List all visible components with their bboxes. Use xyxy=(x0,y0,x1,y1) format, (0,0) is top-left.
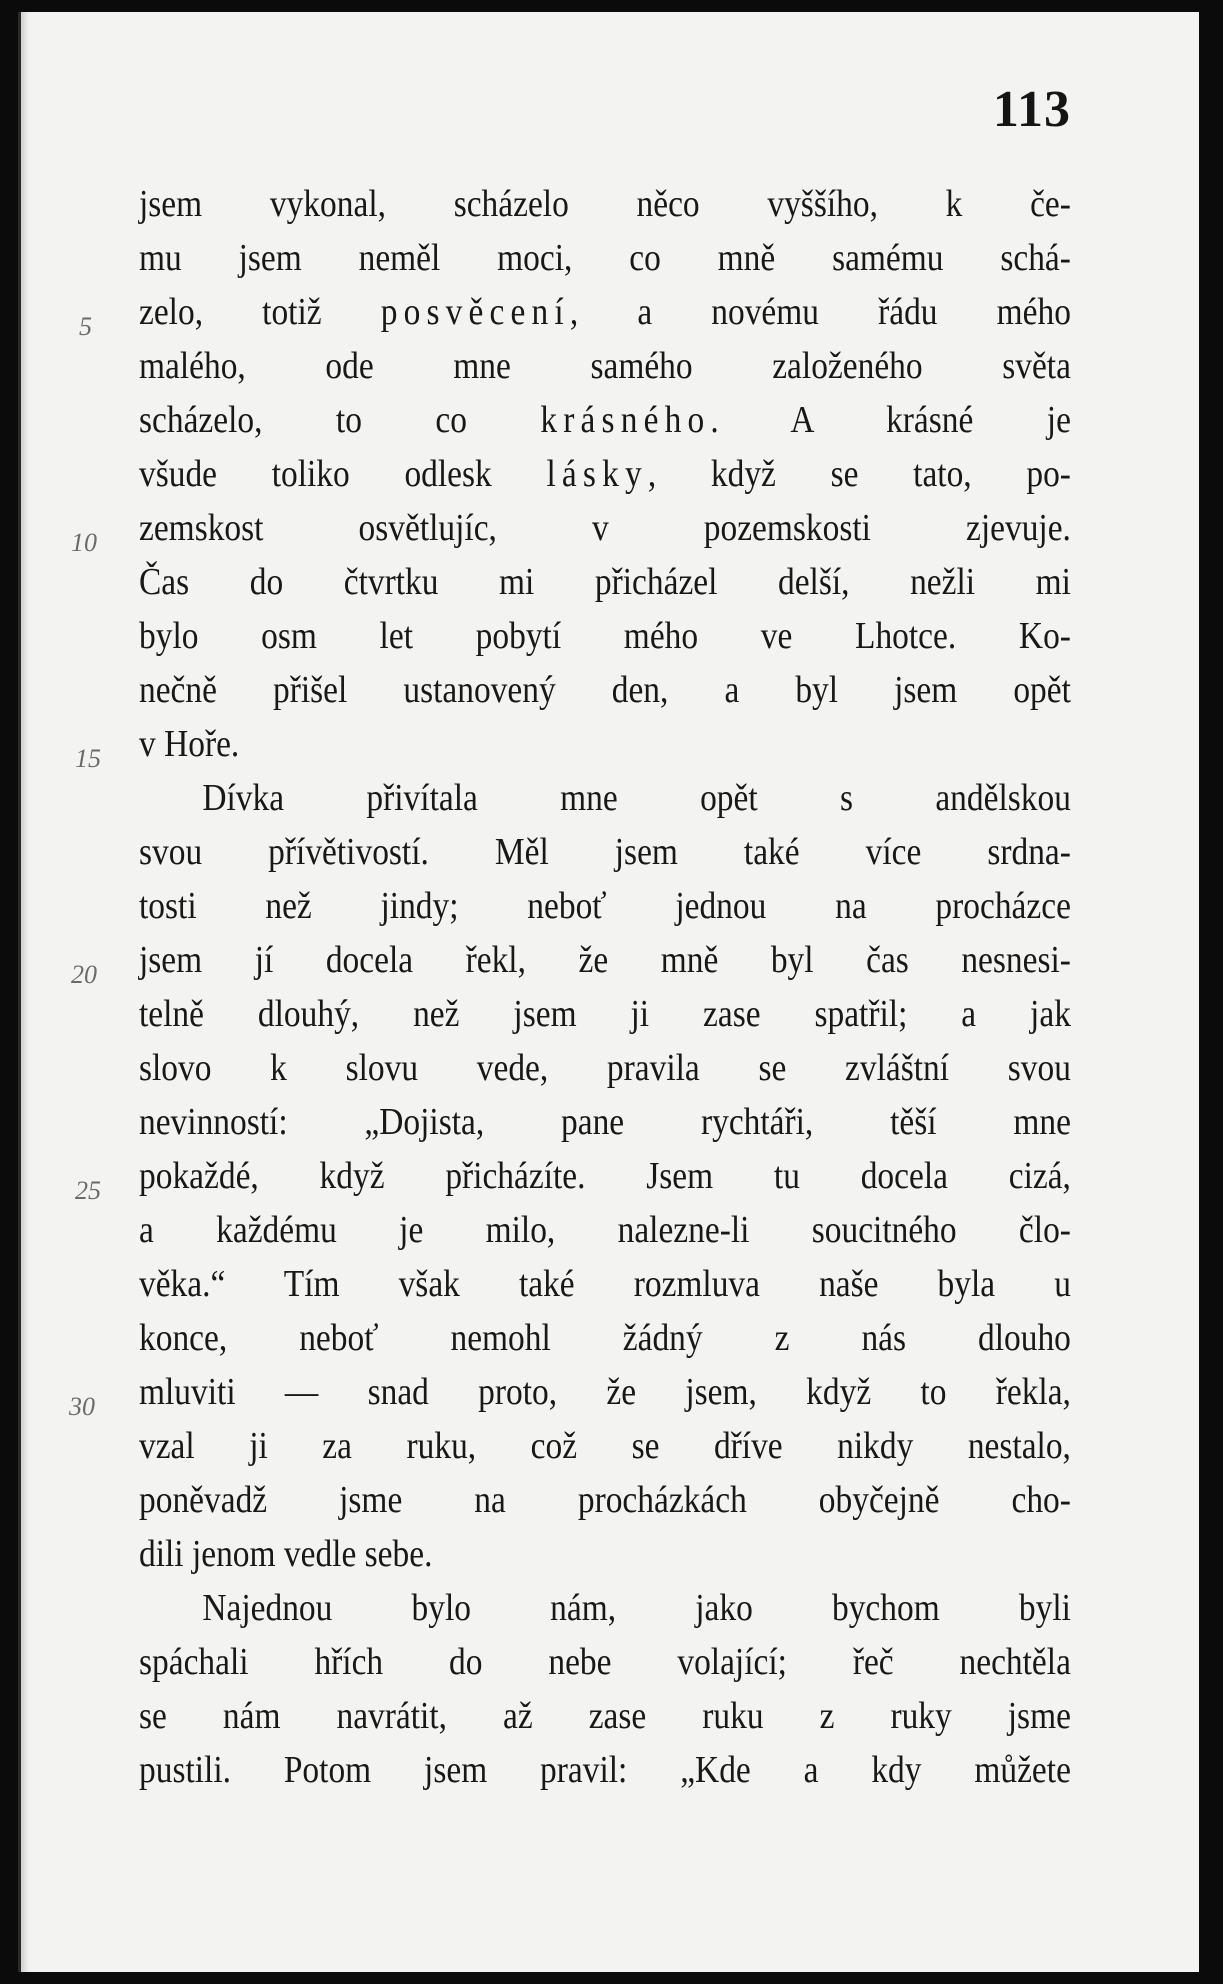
text-line-content: pokaždé, když přicházíte. Jsem tu docela cizá, xyxy=(139,1155,1071,1197)
text-line xyxy=(139,609,1071,663)
text-line xyxy=(139,1257,1071,1311)
text-line-continuation: . A krásné je xyxy=(710,399,1071,441)
text-line-content: malého, ode mne samého založeného světa xyxy=(139,345,1071,387)
text-line-content: věka.“ Tím však také rozmluva naše byla u xyxy=(139,1263,1071,1305)
text-line xyxy=(139,933,1071,987)
text-line xyxy=(139,177,1071,231)
text-line xyxy=(139,231,1071,285)
text-line xyxy=(139,1635,1071,1689)
text-line xyxy=(139,339,1071,393)
text-line-content: dili jenom vedle sebe. xyxy=(139,1533,433,1575)
text-line-content: a každému je milo, nalezne-li soucitného člo- xyxy=(139,1209,1071,1251)
text-line xyxy=(139,663,1071,717)
text-line xyxy=(139,1473,1071,1527)
text-line xyxy=(139,1743,1071,1797)
text-line-content: vzal ji za ruku, což se dříve nikdy nestalo, xyxy=(139,1425,1071,1467)
emphasized-word: krásného xyxy=(540,399,711,441)
text-line xyxy=(139,1527,1071,1581)
margin-line-number-5: 5 xyxy=(79,312,92,341)
text-line-content: zelo, totiž xyxy=(139,291,381,333)
text-line-content: Čas do čtvrtku mi přicházel delší, nežli mi xyxy=(139,561,1071,603)
text-line xyxy=(139,879,1071,933)
emphasized-word: lásky xyxy=(546,453,648,495)
emphasized-word: posvěcení xyxy=(380,291,570,333)
text-line-content: jsem vykonal, scházelo něco vyššího, k če- xyxy=(139,183,1071,225)
text-line-content: nevinností: „Dojista, pane rychtáři, těší mne xyxy=(139,1101,1071,1143)
text-line-content: svou přívětivostí. Měl jsem také více srdna- xyxy=(139,831,1071,873)
text-line-content: mluviti — snad proto, že jsem, když to řekla, xyxy=(139,1371,1071,1413)
text-line-content: se nám navrátit, až zase ruku z ruky jsme xyxy=(139,1695,1071,1737)
text-line xyxy=(139,1419,1071,1473)
text-line xyxy=(139,501,1071,555)
text-line xyxy=(139,1311,1071,1365)
text-line-content: v Hoře. xyxy=(139,723,240,765)
text-line-content: Dívka přivítala mne opět s andělskou xyxy=(202,777,1071,819)
text-line-content: pustili. Potom jsem pravil: „Kde a kdy můžete xyxy=(139,1749,1071,1791)
text-line xyxy=(139,1149,1071,1203)
text-line xyxy=(139,1203,1071,1257)
text-line-continuation: , když se tato, po- xyxy=(647,453,1071,495)
book-page xyxy=(18,12,1199,1972)
text-line xyxy=(139,987,1071,1041)
text-line xyxy=(139,1365,1071,1419)
text-line-content: tosti než jindy; neboť jednou na procházce xyxy=(139,885,1071,927)
text-line-content: bylo osm let pobytí mého ve Lhotce. Ko- xyxy=(139,615,1071,657)
text-line-content: spáchali hřích do nebe volající; řeč nechtěla xyxy=(139,1641,1071,1683)
text-line xyxy=(139,771,1071,825)
text-line xyxy=(139,1041,1071,1095)
text-line-content: scházelo, to co xyxy=(139,399,541,441)
margin-line-number-20: 20 xyxy=(71,960,97,989)
margin-line-number-15: 15 xyxy=(75,744,101,773)
text-line-content: jsem jí docela řekl, že mně byl čas nesnesi- xyxy=(139,939,1071,981)
page-number: 113 xyxy=(992,81,1071,138)
text-line-content: mu jsem neměl moci, co mně samému schá- xyxy=(139,237,1071,279)
text-line-content: nečně přišel ustanovený den, a byl jsem opět xyxy=(139,669,1071,711)
text-line-content: telně dlouhý, než jsem ji zase spatřil; a jak xyxy=(139,993,1071,1035)
margin-line-number-25: 25 xyxy=(75,1176,101,1205)
text-line xyxy=(139,285,1071,339)
text-line-content: Najednou bylo nám, jako bychom byli xyxy=(202,1587,1071,1629)
page-body-text xyxy=(139,177,1071,1797)
text-line xyxy=(139,393,1071,447)
text-line-content: konce, neboť nemohl žádný z nás dlouho xyxy=(139,1317,1071,1359)
text-line xyxy=(139,555,1071,609)
text-line xyxy=(139,447,1071,501)
text-line-content: zemskost osvětlujíc, v pozemskosti zjevuje. xyxy=(139,507,1071,549)
text-line xyxy=(139,1581,1071,1635)
text-line xyxy=(139,1689,1071,1743)
margin-line-number-30: 30 xyxy=(69,1392,95,1421)
margin-line-number-10: 10 xyxy=(71,528,97,557)
text-line-content: všude toliko odlesk xyxy=(139,453,547,495)
text-line-content: slovo k slovu vede, pravila se zvláštní svou xyxy=(139,1047,1071,1089)
text-line-content: poněvadž jsme na procházkách obyčejně cho- xyxy=(139,1479,1071,1521)
text-line xyxy=(139,717,1071,771)
text-line xyxy=(139,1095,1071,1149)
text-line xyxy=(139,825,1071,879)
text-line-continuation: , a novému řádu mého xyxy=(569,291,1071,333)
